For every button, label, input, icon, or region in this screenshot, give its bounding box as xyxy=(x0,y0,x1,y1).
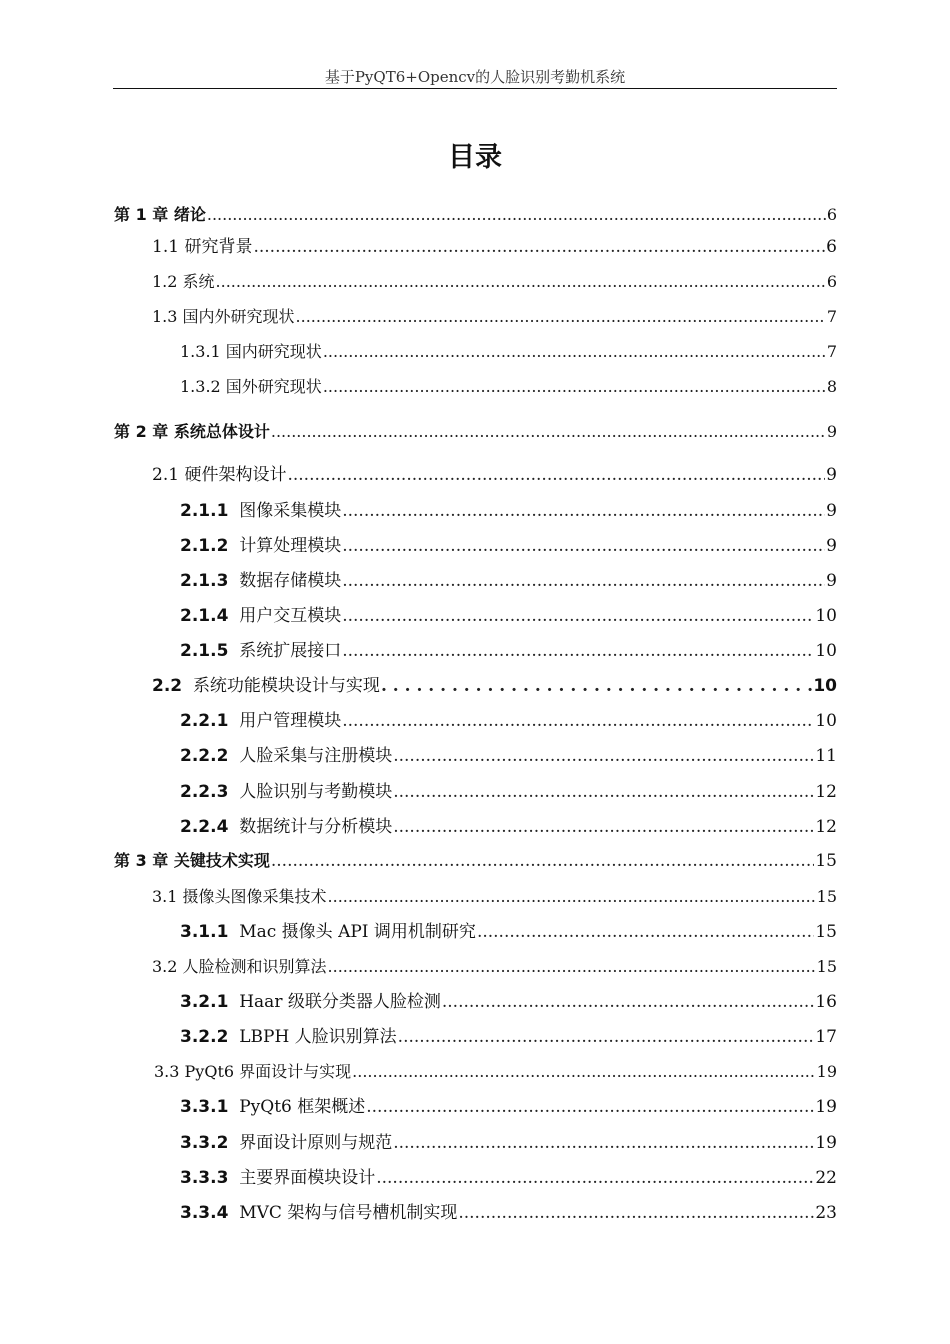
toc-entry-2-1-2[interactable] xyxy=(180,533,837,559)
dot-leader xyxy=(328,954,816,980)
toc-entry-page: 10 xyxy=(813,676,837,696)
dot-leader xyxy=(328,884,816,910)
toc-entry-1-3[interactable] xyxy=(152,304,837,330)
toc-entry-number: 3.1.1 xyxy=(180,922,229,942)
toc-entry-page: 12 xyxy=(815,817,837,837)
dot-leader xyxy=(342,498,825,524)
toc-entry-page: 23 xyxy=(815,1203,837,1223)
dot-leader xyxy=(381,673,812,699)
toc-title: 目录 xyxy=(448,142,502,173)
toc-entry-title: 第 2 章 系统总体设计 xyxy=(114,422,270,441)
toc-entry-page: 9 xyxy=(826,422,837,441)
toc-entry-title: 数据存储模块 xyxy=(239,571,342,591)
toc-entry-page: 11 xyxy=(815,746,837,766)
dot-leader xyxy=(342,568,825,594)
dot-leader xyxy=(342,533,825,559)
dot-leader xyxy=(271,848,815,874)
toc-entry-title: 用户管理模块 xyxy=(239,711,342,731)
dot-leader xyxy=(393,814,814,840)
toc-entry-page: 19 xyxy=(815,1097,837,1117)
dot-leader xyxy=(366,1094,814,1120)
toc-entry-2-2-1[interactable] xyxy=(180,708,837,734)
dot-leader xyxy=(216,269,826,295)
toc-entry-title: Mac 摄像头 API 调用机制研究 xyxy=(239,922,476,942)
toc-entry-3-3-3[interactable] xyxy=(180,1165,837,1191)
toc-entry-number: 3.2.2 xyxy=(180,1027,229,1047)
toc-entry-number: 2.1.5 xyxy=(180,641,229,661)
toc-entry-number: 2.1.2 xyxy=(180,536,229,556)
toc-entry-3-2[interactable] xyxy=(152,954,837,980)
toc-entry-title: 系统扩展接口 xyxy=(239,641,342,661)
toc-entry-title: 人脸采集与注册模块 xyxy=(239,746,393,766)
toc-entry-3-1[interactable] xyxy=(152,884,837,910)
toc-entry-number: 3.2.1 xyxy=(180,992,229,1012)
dot-leader xyxy=(442,989,815,1015)
toc-entry-number: 2.1.4 xyxy=(180,606,229,626)
toc-entry-number: 3.3.1 xyxy=(180,1097,229,1117)
toc-entry-number: 2.2.1 xyxy=(180,711,229,731)
toc-entry-number: 2.1.1 xyxy=(180,501,229,521)
toc-entry-page: 12 xyxy=(815,782,837,802)
dot-leader xyxy=(376,1165,814,1191)
toc-entry-number: 2.2.2 xyxy=(180,746,229,766)
toc-entry-2-1-1[interactable] xyxy=(180,498,837,524)
running-header: 基于PyQT6+Opencv的人脸识别考勤机系统 xyxy=(324,68,626,86)
toc-entry-page: 10 xyxy=(815,711,837,731)
toc-entry-title: 1.3.1 国内研究现状 xyxy=(180,342,322,361)
toc-entry-1-3-1[interactable] xyxy=(180,339,837,365)
toc-entry-2-2-2[interactable] xyxy=(180,743,837,769)
toc-entry-title: 第 3 章 关键技术实现 xyxy=(114,851,270,870)
toc-entry-title: 图像采集模块 xyxy=(239,501,342,521)
dot-leader xyxy=(352,1059,815,1085)
dot-leader xyxy=(342,603,814,629)
toc-entry-2-1-5[interactable] xyxy=(180,638,837,664)
toc-entry-page: 10 xyxy=(815,641,837,661)
dot-leader xyxy=(393,779,814,805)
toc-entry-1-1[interactable] xyxy=(152,234,837,260)
toc-entry-1-2[interactable] xyxy=(152,269,837,295)
toc-entry-title: 界面设计原则与规范 xyxy=(239,1133,393,1153)
toc-entry-number: 2.2.4 xyxy=(180,817,229,837)
toc-entry-ch3[interactable] xyxy=(114,848,837,874)
toc-entry-page: 6 xyxy=(826,205,837,224)
toc-entry-page: 6 xyxy=(826,272,837,291)
toc-entry-title: 数据统计与分析模块 xyxy=(239,817,393,837)
toc-entry-number: 2.2.3 xyxy=(180,782,229,802)
toc-entry-page: 15 xyxy=(815,922,837,942)
toc-entry-page: 16 xyxy=(815,992,837,1012)
toc-entry-number: 3.3.2 xyxy=(180,1133,229,1153)
toc-entry-number: 3.3.4 xyxy=(180,1203,229,1223)
toc-entry-3-3-1[interactable] xyxy=(180,1094,837,1120)
toc-entry-title: Haar 级联分类器人脸检测 xyxy=(239,992,441,1012)
toc-entry-page: 7 xyxy=(826,307,837,326)
dot-leader xyxy=(342,708,814,734)
dot-leader xyxy=(271,419,826,445)
dot-leader xyxy=(393,1130,814,1156)
toc-entry-title: 2.1 硬件架构设计 xyxy=(152,465,287,485)
dot-leader xyxy=(342,638,814,664)
toc-entry-page: 17 xyxy=(815,1027,837,1047)
toc-entry-title: 用户交互模块 xyxy=(239,606,342,626)
toc-entry-title: LBPH 人脸识别算法 xyxy=(239,1027,397,1047)
toc-entry-title: 1.1 研究背景 xyxy=(152,237,253,257)
toc-entry-page: 15 xyxy=(816,887,837,906)
dot-leader xyxy=(393,743,814,769)
toc-entry-2-2-3[interactable] xyxy=(180,779,837,805)
toc-entry-page: 9 xyxy=(826,571,837,591)
toc-entry-3-2-2[interactable] xyxy=(180,1024,837,1050)
toc-entry-page: 10 xyxy=(815,606,837,626)
dot-leader xyxy=(323,374,826,400)
toc-entry-title: MVC 架构与信号槽机制实现 xyxy=(239,1203,458,1223)
toc-entry-page: 9 xyxy=(826,465,837,485)
toc-entry-3-2-1[interactable] xyxy=(180,989,837,1015)
toc-entry-2-2-4[interactable] xyxy=(180,814,837,840)
toc-entry-title: 1.3.2 国外研究现状 xyxy=(180,377,322,396)
toc-entry-title: 1.3 国内外研究现状 xyxy=(152,307,295,326)
toc-entry-3-3-2[interactable] xyxy=(180,1130,837,1156)
toc-entry-page: 19 xyxy=(816,1062,837,1081)
toc-entry-title: 1.2 系统 xyxy=(152,272,215,291)
toc-entry-page: 9 xyxy=(826,501,837,521)
dot-leader xyxy=(296,304,826,330)
toc-entry-title: 计算处理模块 xyxy=(239,536,342,556)
toc-entry-page: 19 xyxy=(815,1133,837,1153)
dot-leader xyxy=(477,919,814,945)
toc-entry-page: 9 xyxy=(826,536,837,556)
toc-entry-page: 8 xyxy=(826,377,837,396)
toc-entry-ch1[interactable] xyxy=(114,202,837,228)
toc-entry-3-3-4[interactable] xyxy=(180,1200,837,1226)
toc-entry-2-1-4[interactable] xyxy=(180,603,837,629)
toc-entry-title: 人脸识别与考勤模块 xyxy=(239,782,393,802)
toc-entry-page: 15 xyxy=(816,957,837,976)
dot-leader xyxy=(207,202,826,228)
toc-entry-2-1-3[interactable] xyxy=(180,568,837,594)
toc-entry-title: 3.3 PyQt6 界面设计与实现 xyxy=(154,1062,352,1081)
toc-entry-title: 主要界面模块设计 xyxy=(239,1168,376,1188)
dot-leader xyxy=(398,1024,815,1050)
toc-entry-number: 3.3.3 xyxy=(180,1168,229,1188)
toc-entry-3-1-1[interactable] xyxy=(180,919,837,945)
dot-leader xyxy=(323,339,826,365)
toc-entry-title: 3.2 人脸检测和识别算法 xyxy=(152,957,327,976)
toc-entry-page: 7 xyxy=(826,342,837,361)
toc-entry-1-3-2[interactable] xyxy=(180,374,837,400)
dot-leader xyxy=(253,234,825,260)
toc-entry-title: 3.1 摄像头图像采集技术 xyxy=(152,887,327,906)
toc-entry-page: 15 xyxy=(815,851,837,871)
toc-entry-title: PyQt6 框架概述 xyxy=(239,1097,366,1117)
toc-entry-number: 2.2 xyxy=(152,676,183,696)
toc-entry-3-3[interactable] xyxy=(154,1059,837,1085)
dot-leader xyxy=(287,462,825,488)
toc-entry-number: 2.1.3 xyxy=(180,571,229,591)
toc-entry-title: 第 1 章 绪论 xyxy=(114,205,206,224)
toc-entry-2-2[interactable] xyxy=(152,673,837,699)
toc-entry-page: 6 xyxy=(826,237,837,257)
toc-entry-ch2[interactable] xyxy=(114,419,837,445)
toc-entry-2-1[interactable] xyxy=(152,462,837,488)
toc-entry-page: 22 xyxy=(815,1168,837,1188)
toc-entry-title: 系统功能模块设计与实现 xyxy=(192,676,380,696)
dot-leader xyxy=(458,1200,814,1226)
